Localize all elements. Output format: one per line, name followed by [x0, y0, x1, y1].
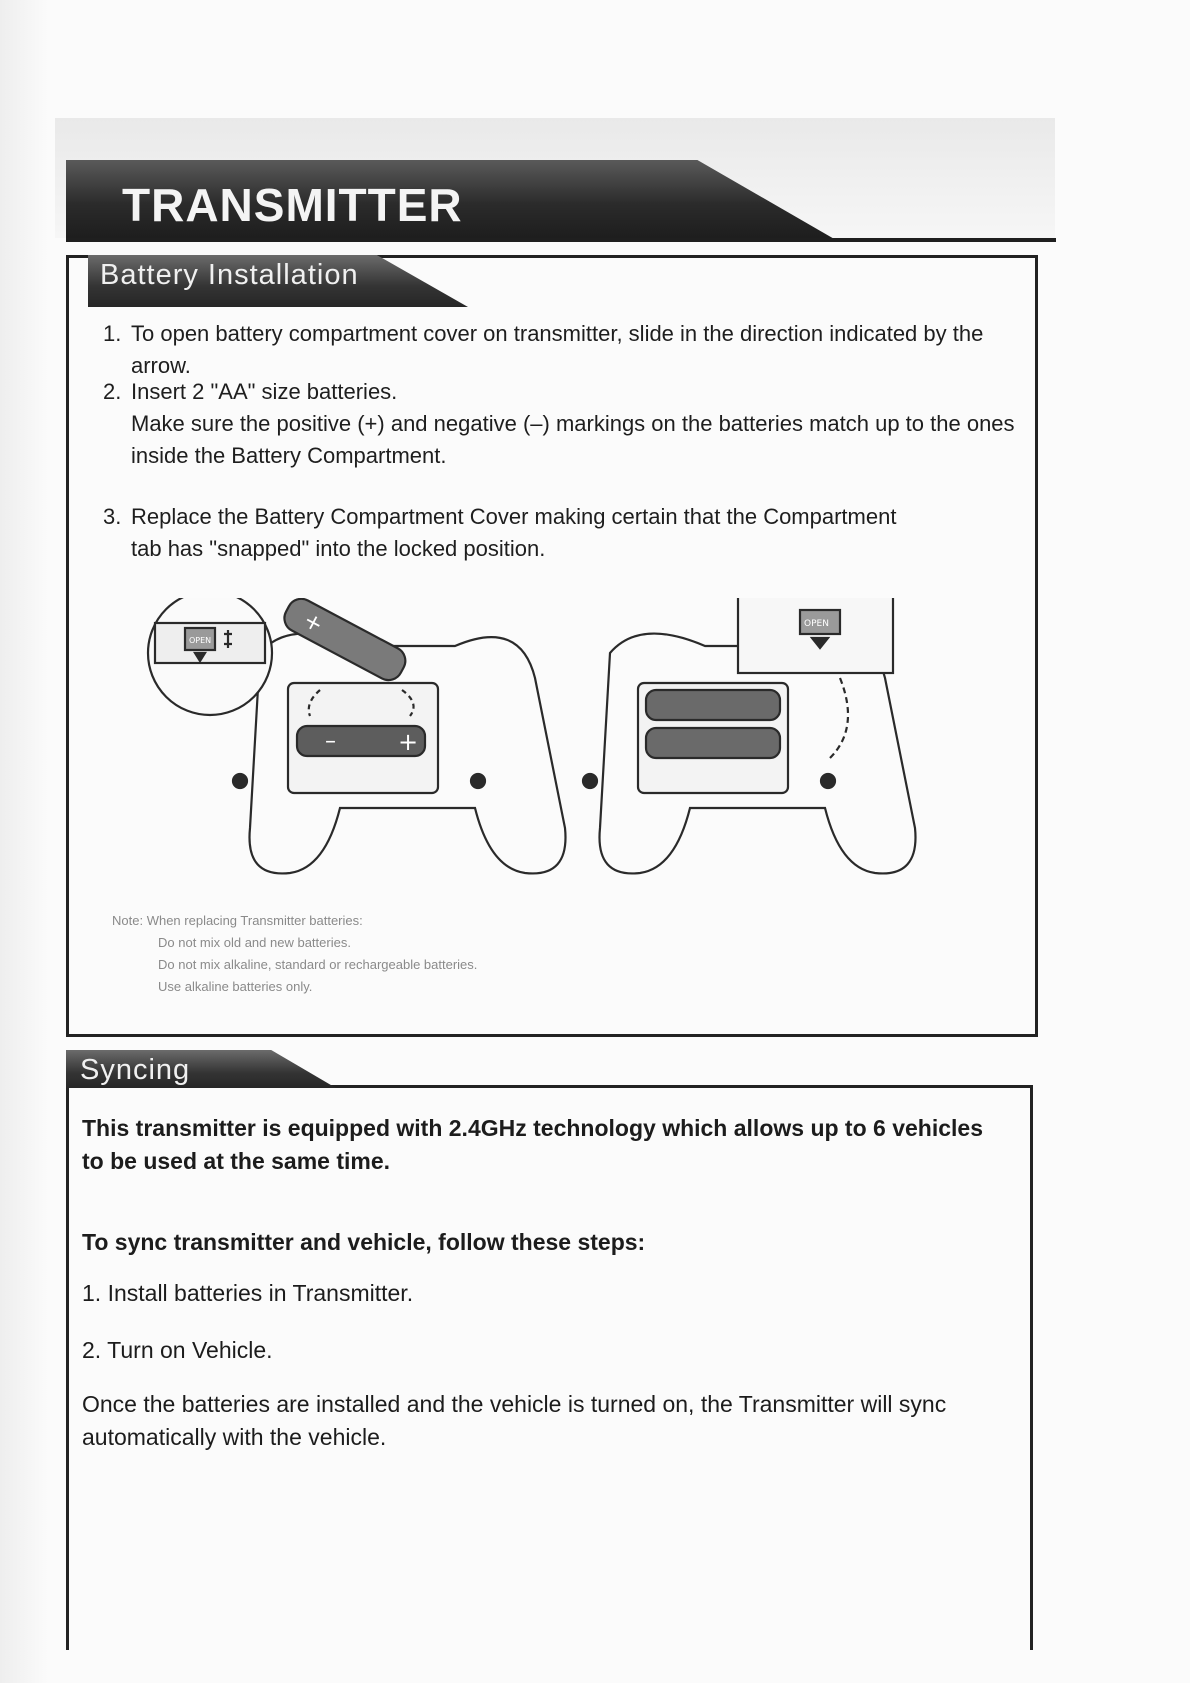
section-title-battery: Battery Installation [100, 259, 359, 291]
note-label: Note: [112, 913, 144, 928]
open-label-left: OPEN [189, 636, 212, 645]
scan-edge [0, 0, 48, 1683]
battery-step-2 [103, 376, 1033, 476]
step-text: Turn on Vehicle. [107, 1337, 273, 1363]
battery-install-illustration [140, 598, 940, 888]
note-line: Do not mix alkaline, standard or rechargeable batteries. [158, 957, 478, 972]
step-text: Install batteries in Transmitter. [107, 1280, 414, 1306]
note-intro: When replacing Transmitter batteries: [146, 913, 363, 928]
header-rule [66, 238, 1056, 242]
step-text: Insert 2 "AA" size batteries. [131, 379, 398, 404]
note-line: Use alkaline batteries only. [158, 979, 313, 994]
step-number: 2. [103, 379, 122, 404]
note-line: Do not mix old and new batteries. [158, 935, 351, 950]
zoom-detail-drawing [148, 598, 272, 715]
step-number: 1. [82, 1280, 102, 1306]
step-number: 3. [103, 504, 122, 529]
section-title-syncing: Syncing [80, 1054, 191, 1086]
sync-outro: Once the batteries are installed and the vehicle is turned on, the Transmitter will sync automatically with the vehicle. [82, 1391, 947, 1450]
step-text: Replace the Battery Compartment Cover making certain that the Compartment tab has "snapped" into the locked position. [131, 504, 897, 561]
sync-intro: This transmitter is equipped with 2.4GHz technology which allows up to 6 vehicles to be used at the same time. [82, 1115, 983, 1174]
sync-steps-heading: To sync transmitter and vehicle, follow these steps: [82, 1229, 646, 1255]
sync-step-2 [82, 1334, 1002, 1367]
battery-step-3 [103, 501, 1033, 571]
minus-label: – [325, 729, 336, 754]
plus-label: + [398, 728, 419, 756]
sync-step-1 [82, 1277, 1002, 1310]
step-text: To open battery compartment cover on transmitter, slide in the direction indicated by the arrow. [131, 321, 984, 378]
step-number: 1. [103, 321, 122, 346]
open-label-right: OPEN [804, 619, 829, 629]
battery-note [112, 910, 477, 998]
step-number: 2. [82, 1337, 102, 1363]
step-detail: Make sure the positive (+) and negative (–) markings on the batteries match up to the ones inside the Battery Compartment. [131, 411, 1015, 468]
right-controller-drawing [583, 598, 916, 873]
page-title: TRANSMITTER [122, 179, 463, 231]
svg-text:+: + [299, 607, 328, 639]
